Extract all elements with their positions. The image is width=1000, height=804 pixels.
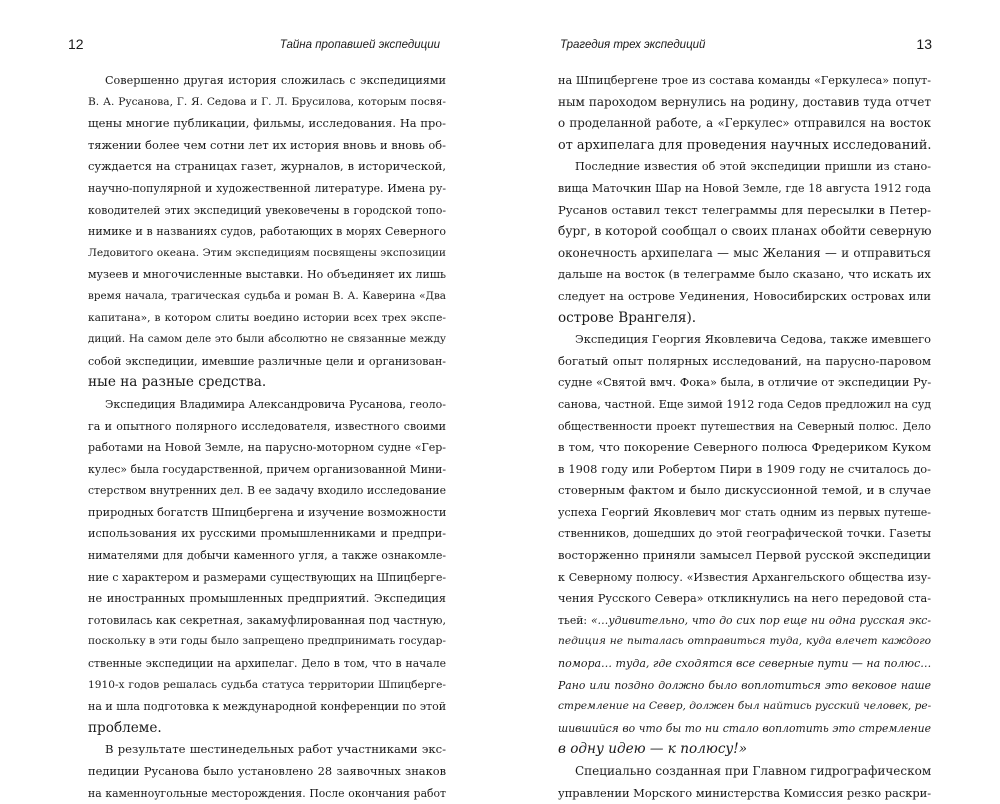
text-line: га и опытного полярного исследователя, известного своими xyxy=(88,419,446,433)
text-line: ственные экспедиции на архипелаг. Дело в том, что в начале xyxy=(88,657,446,671)
text-line: в одну идею — к полюсу!» xyxy=(558,741,748,758)
text-line: общественности проект путешествия на Северный полюс. Дело xyxy=(558,419,931,433)
text-line: готовилась как секретная, закамуфлированная под частную, xyxy=(88,613,446,627)
text-line: В. А. Русанова, Г. Я. Седова и Г. Л. Брусилова, которым посвя- xyxy=(88,95,446,108)
text-line: суждается на страницах газет, журналов, в исторической, xyxy=(88,159,446,174)
text-line: стерством внутренних дел. В ее задачу входило исследование xyxy=(88,484,446,498)
text-line: Специально созданная при Главном гидрографическом xyxy=(575,764,931,778)
page-number: 13 xyxy=(916,36,932,52)
running-head: Трагедия трех экспедиций xyxy=(560,39,706,51)
text-line: острове Врангеля). xyxy=(558,309,697,326)
text-line: бург, в которой сообщал о своих планах обойти северную xyxy=(558,224,931,239)
text-line: время начала, трагическая судьба и роман В. А. Каверина «Два xyxy=(88,289,446,302)
text-line: ководителей этих экспедиций увековечены в городской топо- xyxy=(88,203,446,217)
text-line: следует на острове Уединения, Новосибирских островах или xyxy=(558,288,931,303)
text-line: В результате шестинедельных работ участниками экс- xyxy=(105,742,446,757)
text-line: санова, частной. Еще зимой 1912 года Седов предложил на суд xyxy=(558,397,931,411)
text-line: управлении Морского министерства Комиссия резко раскри- xyxy=(558,785,931,800)
text-line: Русанов оставил текст телеграммы для пересылки в Петер- xyxy=(558,202,931,217)
text-line: Ледовитого океана. Этим экспедициям посвящены экспозиции xyxy=(88,246,446,259)
text-line: ние с характером и размерами существующих на Шпицберге- xyxy=(88,570,446,584)
text-line: в том, что покорение Северного полюса Фредериком Куком xyxy=(558,440,931,455)
text-line: вища Маточкин Шар на Новой Земле, где 18 августа 1912 года xyxy=(558,181,931,195)
text-line: Рано или поздно должно было воплотиться это вековое наше xyxy=(558,678,931,692)
text-line: тяжении более чем сотни лет их история вновь и вновь об- xyxy=(88,137,446,152)
text-line: природных богатств Шпицбергена и изучение возможности xyxy=(88,505,446,519)
page-text xyxy=(88,70,446,804)
text-line: чения Русского Севера» откликнулись на него передовой ста- xyxy=(558,592,931,606)
right-page xyxy=(500,0,1000,800)
text-line: дальше на восток (в телеграмме было сказано, что искать их xyxy=(558,267,931,282)
text-line: собой экспедиции, имевшие различные цели и организован- xyxy=(88,354,446,368)
text-line: щены многие публикации, фильмы, исследования. На про- xyxy=(88,116,446,131)
text-line: богатый опыт полярных исследований, на парусно-паровом xyxy=(558,353,931,368)
text-line: кулес» была государственной, причем организованной Мини- xyxy=(88,462,446,476)
text-line: Последние известия об этой экспедиции пришли из стано- xyxy=(575,160,931,174)
text-line: от архипелага для проведения научных исследований. xyxy=(558,137,931,153)
text-line: о проделанной работе, а «Геркулес» отправился на восток xyxy=(558,116,931,131)
text-line: судне «Святой вмч. Фока» была, в отличие от экспедиции Ру- xyxy=(558,375,931,390)
running-head: Тайна пропавшей экспедиции xyxy=(279,39,440,51)
text-line: капитана», в котором слиты воедино истории всех трех экспе- xyxy=(88,311,446,324)
text-line: на Шпицбергене трое из состава команды «Геркулеса» попут- xyxy=(558,74,931,87)
text-line: успеха Георгий Яковлевич мог стать одним из первых путеше- xyxy=(558,505,931,519)
text-line: ным пароходом вернулись на родину, доставив туда отчет xyxy=(558,94,931,109)
text-line: диций. На самом деле это были абсолютно не связанные между xyxy=(88,333,446,346)
text-line: в 1908 году или Робертом Пири в 1909 году не считалось до- xyxy=(558,461,931,476)
text-line: на и шла подготовка к международной конференции по этой xyxy=(88,700,446,714)
text-line: музеев и многочисленные выставки. Но объединяет их лишь xyxy=(88,268,446,282)
text-line: Экспедиция Владимира Александровича Русанова, геоло- xyxy=(105,397,446,411)
text-line: педиция не пыталась отправиться туда, куда влечет каждого xyxy=(558,635,931,648)
text-line: 1910-х годов решалась судьба статуса территории Шпицберге- xyxy=(88,678,446,691)
text-line: использования их русскими промышленниками и предпри- xyxy=(88,527,446,541)
text-line: на каменноугольные месторождения. После окончания работ xyxy=(88,786,446,800)
text-line: Совершенно другая история сложилась с экспедициями xyxy=(105,74,446,87)
text-line: Экспедиция Георгия Яковлевича Седова, также имевшего xyxy=(575,332,931,347)
text-line: поскольку в эти годы было запрещено предпринимать государ- xyxy=(88,635,446,648)
text-line: стоверным фактом и было дискуссионной темой, и в случае xyxy=(558,483,931,498)
left-page xyxy=(0,0,500,800)
text-line: стремление на Север, должен был найтись русский человек, ре- xyxy=(558,700,931,713)
text-line: проблеме. xyxy=(88,719,162,736)
page-text xyxy=(558,70,931,804)
page-number: 12 xyxy=(68,36,84,52)
text-line: нимателями для добычи каменного угля, а также ознакомле- xyxy=(88,549,446,563)
text-line: восторженно приняли замысел Первой русской экспедиции xyxy=(558,548,931,563)
text-line: к Северному полюсу. «Известия Архангельского общества изу- xyxy=(558,570,931,584)
text-line: ственников, дошедших до этой географической точки. Газеты xyxy=(558,527,931,541)
text-line: нимике и в названиях судов, работающих в морях Северного xyxy=(88,225,446,239)
text-line: оконечность архипелага — мыс Желания — и отправиться xyxy=(558,245,931,260)
text-line: не иностранных промышленных предприятий. Экспедиция xyxy=(88,592,446,606)
text-line: ные на разные средства. xyxy=(88,374,267,391)
text-line: научно-популярной и художественной литературе. Имена ру- xyxy=(88,181,446,195)
text-line: тьей: «…удивительно, что до сих пор еще ни одна русская экс- xyxy=(558,613,931,627)
text-line: помора… туда, где сходятся все северные пути — на полюс… xyxy=(558,657,931,671)
text-line: шившийся во что бы то ни стало воплотить это стремление xyxy=(558,721,931,735)
text-line: работами на Новой Земле, на парусно-моторном судне «Гер- xyxy=(88,441,446,455)
text-line: педиции Русанова было установлено 28 заявочных знаков xyxy=(88,764,446,778)
